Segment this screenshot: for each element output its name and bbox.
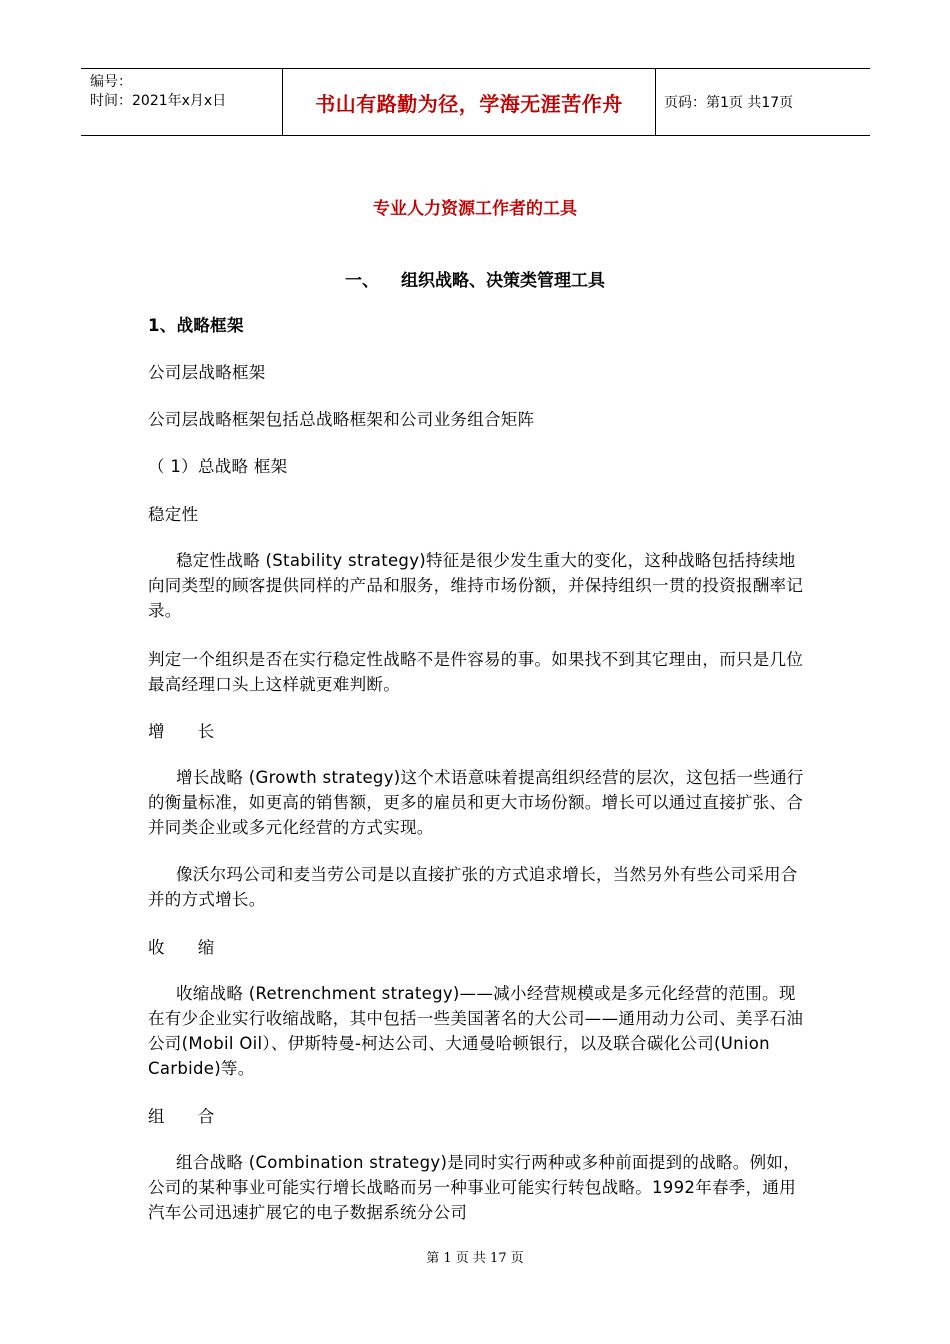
heading-combination: 组 合 — [148, 1107, 229, 1126]
paragraph-combination-strategy: 组合战略 (Combination strategy)是同时实行两种或多种前面提到的战略。例如，公司的某种事业可能实行增长战略而另一种事业可能实行转包战略。1992年春季，通用汽车公司迅速扩展它的电子数据系统分公司 — [148, 1153, 801, 1222]
paragraph-framework-scope: 公司层战略框架包括总战略框架和公司业务组合矩阵 — [148, 410, 535, 429]
paragraph-growth-strategy: 增长战略 (Growth strategy)这个术语意味着提高组织经营的层次，这包括一些通行的衡量标准，如更高的销售额，更多的雇员和更大市场份额。增长可以通过直接扩张、合并同类企业或多元化经营的方式实现。 — [148, 768, 804, 837]
page-footer: 第 1 页 共 17 页 — [426, 1251, 524, 1266]
section-heading — [0, 266, 950, 291]
header-date-label: 时间：2021年x月x日 — [90, 93, 227, 109]
heading-stability: 稳定性 — [148, 505, 199, 524]
header-motto: 书山有路勤为径，学海无涯苦作舟 — [282, 69, 656, 135]
section-title: 组织战略、决策类管理工具 — [401, 271, 605, 291]
paragraph-corporate-framework: 公司层战略框架 — [148, 363, 266, 382]
paragraph-retrenchment-strategy: 收缩战略 (Retrenchment strategy)——减小经营规模或是多元化经营的范围。现在有少企业实行收缩战略，其中包括一些美国著名的大公司——通用动力公司、美孚石油公司(Mobil Oil）、伊斯特曼-柯达公司、大通曼哈顿银行，以及联合碳化公司(Union Carbide)等。 — [148, 984, 804, 1078]
section-number: 一、 — [345, 271, 379, 291]
subheading-strategy-framework: 1、战略框架 — [148, 316, 244, 335]
heading-retrenchment: 收 缩 — [148, 938, 229, 957]
document-title: 专业人力资源工作者的工具 — [373, 199, 577, 219]
header-page-code: 页码：第1页 共17页 — [664, 95, 794, 111]
paragraph-stability-strategy: 稳定性战略 (Stability strategy)特征是很少发生重大的变化，这种战略包括持续地向同类型的顾客提供同样的产品和服务，维持市场份额，并保持组织一贯的投资报酬率记录。 — [148, 551, 804, 620]
paragraph-overall-framework: （ 1）总战略 框架 — [148, 457, 288, 476]
header-number-label: 编号： — [90, 74, 132, 90]
paragraph-stability-judgement: 判定一个组织是否在实行稳定性战略不是件容易的事。如果找不到其它理由，而只是几位最高经理口头上这样就更难判断。 — [148, 650, 804, 694]
heading-growth: 增 长 — [148, 722, 229, 741]
page-header — [81, 68, 870, 136]
header-meta — [81, 69, 282, 135]
paragraph-growth-examples: 像沃尔玛公司和麦当劳公司是以直接扩张的方式追求增长，当然另外有些公司采用合并的方式增长。 — [148, 865, 798, 909]
